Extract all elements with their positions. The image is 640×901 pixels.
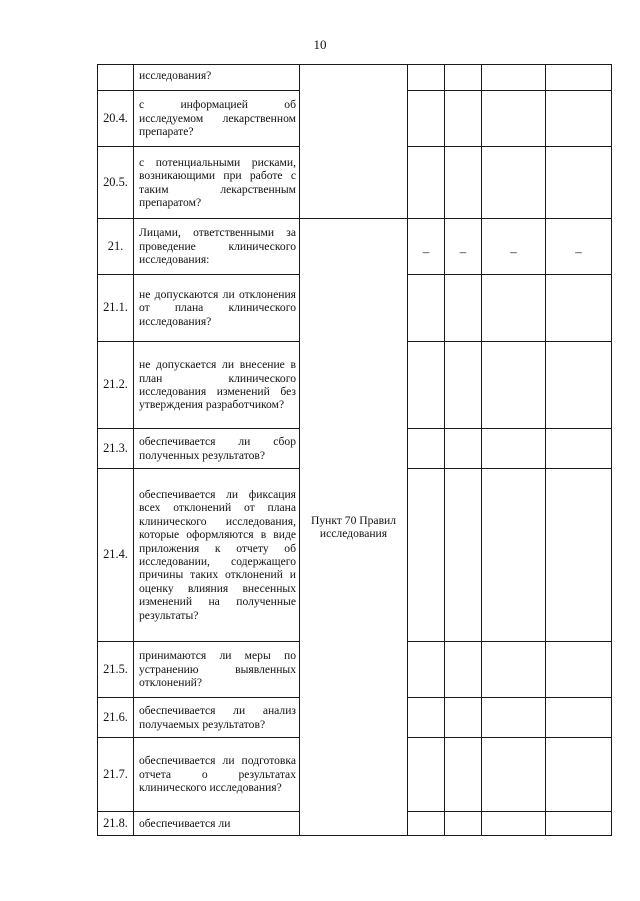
item-number: 21.8.	[98, 812, 134, 836]
answer-cell	[408, 429, 445, 469]
answer-cell	[482, 91, 546, 147]
answer-cell	[408, 642, 445, 698]
requirement-text: обеспечивается ли фиксация всех отклонений от плана клинического исследования, которые оформляются в виде приложения к отчету об исследовании, содержащего причины таких отклонений и оценку влияния внесенных изменений на полученные результаты?	[134, 469, 300, 642]
item-number: 21.6.	[98, 698, 134, 738]
answer-cell	[408, 469, 445, 642]
answer-cell	[482, 738, 546, 812]
answer-cell	[408, 147, 445, 219]
requirement-text: не допускаются ли отклонения от плана клинического исследования?	[134, 275, 300, 342]
answer-cell	[408, 275, 445, 342]
answer-cell	[445, 738, 482, 812]
table-row	[98, 65, 612, 91]
answer-cell	[408, 698, 445, 738]
answer-cell	[482, 429, 546, 469]
answer-cell	[482, 642, 546, 698]
answer-cell	[482, 812, 546, 836]
answer-cell	[546, 738, 612, 812]
answer-cell	[408, 738, 445, 812]
dash-mark: –	[482, 219, 546, 275]
dash-mark: –	[408, 219, 445, 275]
answer-cell	[445, 342, 482, 429]
answer-cell	[482, 65, 546, 91]
item-number: 21.5.	[98, 642, 134, 698]
answer-cell	[445, 429, 482, 469]
legal-reference: Пункт 70 Правил исследования	[300, 219, 408, 836]
page-number: 10	[313, 37, 327, 52]
dash-mark: –	[546, 219, 612, 275]
requirement-text: не допускается ли внесение в план клинического исследования изменений без утверждения разработчиком?	[134, 342, 300, 429]
item-number: 21.2.	[98, 342, 134, 429]
item-number: 20.4.	[98, 91, 134, 147]
item-number: 21.7.	[98, 738, 134, 812]
answer-cell	[546, 469, 612, 642]
checklist-table	[97, 64, 612, 836]
answer-cell	[546, 812, 612, 836]
answer-cell	[445, 65, 482, 91]
requirement-text: с потенциальными рисками, возникающими при работе с таким лекарственным препаратом?	[134, 147, 300, 219]
item-number: 21.	[98, 219, 134, 275]
answer-cell	[546, 642, 612, 698]
answer-cell	[546, 147, 612, 219]
answer-cell	[482, 342, 546, 429]
answer-cell	[546, 429, 612, 469]
requirement-text: принимаются ли меры по устранению выявленных отклонений?	[134, 642, 300, 698]
answer-cell	[546, 275, 612, 342]
item-number: 21.1.	[98, 275, 134, 342]
dash-mark: –	[445, 219, 482, 275]
item-number: 21.3.	[98, 429, 134, 469]
answer-cell	[546, 342, 612, 429]
answer-cell	[546, 91, 612, 147]
requirement-text: обеспечивается ли сбор полученных результатов?	[134, 429, 300, 469]
answer-cell	[445, 91, 482, 147]
table-row	[98, 219, 612, 275]
answer-cell	[408, 91, 445, 147]
answer-cell	[445, 698, 482, 738]
reference-cell	[300, 65, 408, 219]
requirement-text: с информацией об исследуемом лекарственном препарате?	[134, 91, 300, 147]
item-number: 20.5.	[98, 147, 134, 219]
requirement-text: обеспечивается ли подготовка отчета о результатах клинического исследования?	[134, 738, 300, 812]
answer-cell	[482, 698, 546, 738]
answer-cell	[408, 65, 445, 91]
requirement-text: Лицами, ответственными за проведение клинического исследования:	[134, 219, 300, 275]
requirement-text: обеспечивается ли анализ получаемых результатов?	[134, 698, 300, 738]
answer-cell	[445, 275, 482, 342]
answer-cell	[482, 469, 546, 642]
answer-cell	[482, 147, 546, 219]
answer-cell	[546, 65, 612, 91]
answer-cell	[445, 642, 482, 698]
answer-cell	[482, 275, 546, 342]
requirement-text: обеспечивается ли	[134, 812, 300, 836]
answer-cell	[408, 812, 445, 836]
item-number: 21.4.	[98, 469, 134, 642]
answer-cell	[445, 469, 482, 642]
requirement-text: исследования?	[134, 65, 300, 91]
answer-cell	[546, 698, 612, 738]
answer-cell	[445, 812, 482, 836]
answer-cell	[408, 342, 445, 429]
answer-cell	[445, 147, 482, 219]
item-number	[98, 65, 134, 91]
